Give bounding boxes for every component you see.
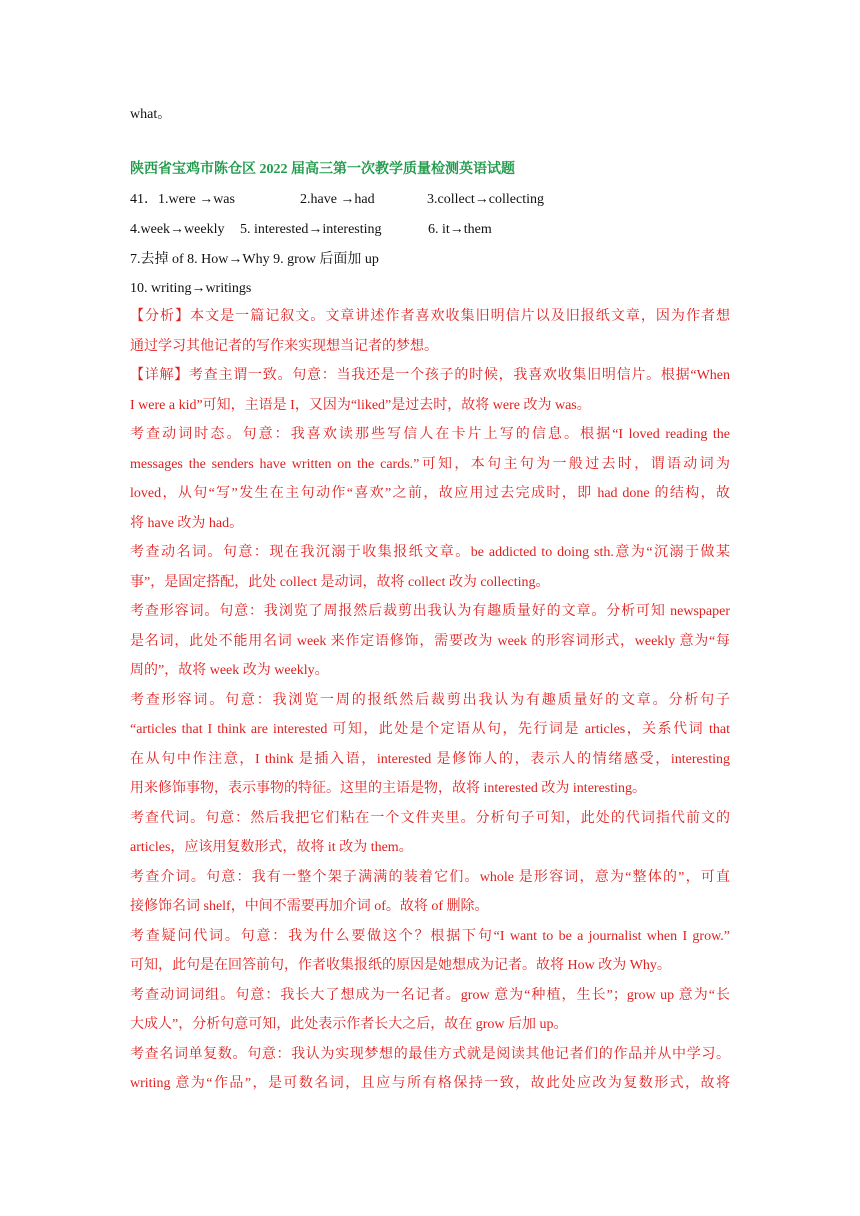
explanation-line: 用来修饰事物，表示事物的特征。这里的主语是物，故将 interested 改为 interesting。: [130, 781, 647, 796]
explanation-line: 事”，是固定搭配，此处 collect 是动词，故将 collect 改为 collecting。: [130, 575, 550, 590]
explanation-line: 在从句中作注意，I think 是插入语，interested 是修饰人的，表示人的情绪感受，interesting: [130, 752, 730, 767]
explanation-line: 考查代词。句意：然后我把它们粘在一个文件夹里。分析句子可知，此处的代词指代前文的: [130, 811, 730, 826]
explanation-line: 考查动名词。句意：现在我沉溺于收集报纸文章。be addicted to doing sth.意为“沉溺于做某: [130, 545, 730, 560]
answer-2: 2.have →had: [300, 192, 375, 207]
explanation-line: 是名词，此处不能用名词 week 来作定语修饰，需要改为 week 的形容词形式，weekly 意为“每: [130, 634, 730, 649]
answer-row-3: 7.去掉 of 8. How→Why 9. grow 后面加 up: [130, 252, 379, 267]
explanation-line: 考查动词时态。句意：我喜欢读那些写信人在卡片上写的信息。根据“I loved reading the: [130, 427, 730, 442]
explanation-line: 周的”，故将 week 改为 weekly。: [130, 663, 329, 678]
explanation-line: writing 意为“作品”，是可数名词，且应与所有格保持一致，故此处应改为复数形式，故将: [130, 1076, 730, 1091]
explanation-line: 大成人”，分析句意可知，此处表示作者长大之后，故在 grow 后加 up。: [130, 1017, 568, 1032]
explanation-line: 考查疑问代词。句意：我为什么要做这个？根据下句“I want to be a journalist when I grow.”: [130, 929, 730, 944]
explanation-line: I were a kid”可知，主语是 I，又因为“liked”是过去时，故将 were 改为 was。: [130, 398, 591, 413]
explanation-line: “articles that I think are interested 可知，此处是个定语从句，先行词是 articles，关系代词 that: [130, 722, 730, 737]
answer-6: 6. it→them: [428, 222, 492, 237]
explanation-line: 将 have 改为 had。: [130, 516, 244, 531]
explanation-line: loved，从句“写”发生在主句动作“喜欢”之前，故应用过去完成时，即 had done 的结构，故: [130, 486, 730, 501]
top-fragment: what。: [130, 107, 172, 122]
explanation-line: 接修饰名词 shelf，中间不需要再加介词 of。故将 of 删除。: [130, 899, 489, 914]
answer-row-2: [130, 220, 730, 240]
answer-row-4: 10. writing→writings: [130, 281, 252, 296]
explanation-line: 考查介词。句意：我有一整个架子满满的装着它们。whole 是形容词，意为“整体的”，可直: [130, 870, 730, 885]
explanation-line: 可知，此句是在回答前句，作者收集报纸的原因是她想成为记者。故将 How 改为 Why。: [130, 958, 671, 973]
answer-row-1: [130, 190, 730, 210]
explanation-line: 通过学习其他记者的写作来实现想当记者的梦想。: [130, 339, 438, 354]
explanation-line: 考查形容词。句意：我浏览一周的报纸然后裁剪出我认为有趣质量好的文章。分析句子: [130, 693, 730, 708]
explanation-line: 考查名词单复数。句意：我认为实现梦想的最佳方式就是阅读其他记者们的作品并从中学习。: [130, 1047, 730, 1062]
explanation-line: 【分析】本文是一篇记叙文。文章讲述作者喜欢收集旧明信片以及旧报纸文章，因为作者想: [130, 309, 730, 324]
answer-3: 3.collect→collecting: [427, 192, 545, 207]
answer-4: 4.week→weekly: [130, 222, 225, 237]
explanation-line: messages the senders have written on the cards.”可知，本句主句为一般过去时，谓语动词为: [130, 457, 730, 472]
explanation-line: 【详解】考查主谓一致。句意：当我还是一个孩子的时候，我喜欢收集旧明信片。根据“When: [130, 368, 730, 383]
section-title: 陕西省宝鸡市陈仓区 2022 届高三第一次教学质量检测英语试题: [130, 162, 515, 177]
explanation-line: articles，应该用复数形式，故将 it 改为 them。: [130, 840, 413, 855]
answer-41-1: 41．1.were →was: [130, 192, 235, 207]
explanation-line: 考查动词词组。句意：我长大了想成为一名记者。grow 意为“种植，生长”；grow up 意为“长: [130, 988, 730, 1003]
answer-5: 5. interested→interesting: [240, 222, 382, 237]
explanation-line: 考查形容词。句意：我浏览了周报然后裁剪出我认为有趣质量好的文章。分析可知 newspaper: [130, 604, 730, 619]
